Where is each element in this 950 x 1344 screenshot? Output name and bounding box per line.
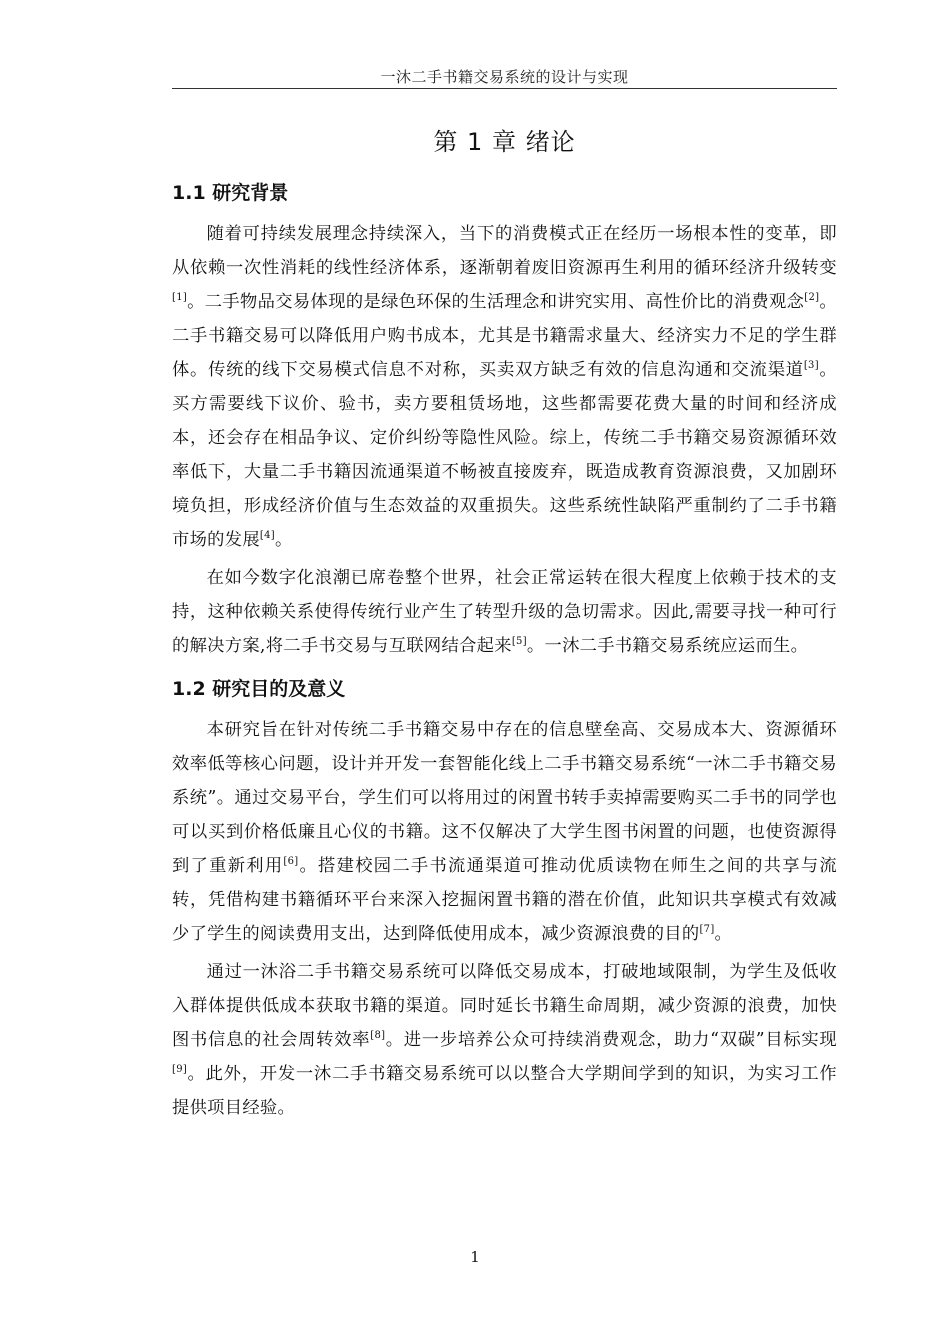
paragraph-text: 本研究旨在针对传统二手书籍交易中存在的信息壁垒高、交易成本大、资源循环效率低等核心问题，设计并开发一套智能化线上二手书籍交易系统“一沐二手书籍交易系统”。通过交易平台，学生们可以将用过的闲置书转手卖掉需要购买二手书的同学也可以买到价格低廉且心仪的书籍。这不仅解决了大学生图书闲置的问题，也使资源得到了重新利用: [172, 720, 837, 876]
paragraph: [172, 217, 837, 557]
paragraph-text: 。搭建校园二手书流通渠道可推动优质读物在师生之间的共享与流转，凭借构建书籍循环平台来深入挖掘闲置书籍的潜在价值，此知识共享模式有效减少了学生的阅读费用支出，达到降低使用成本，减少资源浪费的目的: [172, 856, 837, 944]
paragraph: [172, 561, 837, 663]
paragraph-text: 。买方需要线下议价、验书，卖方要租赁场地，这些都需要花费大量的时间和经济成本，还会存在相品争议、定价纠纷等隐性风险。综上，传统二手书籍交易资源循环效率低下，大量二手书籍因流通渠道不畅被直接废弃，既造成教育资源浪费，又加剧环境负担，形成经济价值与生态效益的双重损失。这些系统性缺陷严重制约了二手书籍市场的发展: [172, 360, 837, 550]
page-content: [172, 108, 837, 1129]
paragraph-text: 。: [714, 924, 733, 944]
paragraph-text: 在如今数字化浪潮已席卷整个世界，社会正常运转在很大程度上依赖于技术的支持，这种依赖关系使得传统行业产生了转型升级的急切需求。因此,需要寻找一种可行的解决方案,将二手书交易与互联网结合起来: [172, 568, 837, 656]
paragraph-text: 。二手书籍交易可以降低用户购书成本，尤其是书籍需求量大、经济实力不足的学生群体。传统的线下交易模式信息不对称，买卖双方缺乏有效的信息沟通和交流渠道: [172, 292, 837, 380]
citation-ref: [5]: [511, 636, 527, 648]
paragraph: [172, 713, 837, 951]
citation-ref: [3]: [803, 360, 819, 372]
paragraph-text: 通过一沐浴二手书籍交易系统可以降低交易成本，打破地域限制，为学生及低收入群体提供低成本获取书籍的渠道。同时延长书籍生命周期，减少资源的浪费，加快图书信息的社会周转效率: [172, 962, 837, 1050]
header-rule: [172, 88, 837, 89]
paragraph-text: 随着可持续发展理念持续深入，当下的消费模式正在经历一场根本性的变革，即从依赖一次性消耗的线性经济体系，逐渐朝着废旧资源再生利用的循环经济升级转变: [172, 224, 837, 278]
citation-ref: [4]: [259, 530, 275, 542]
citation-ref: [1]: [172, 292, 188, 304]
section-title: 1.2 研究目的及意义: [172, 678, 346, 700]
paragraph-text: 。一沐二手书籍交易系统应运而生。: [526, 636, 809, 656]
section-title: 1.1 研究背景: [172, 182, 289, 204]
citation-ref: [2]: [804, 292, 820, 304]
paragraph-text: 。进一步培养公众可持续消费观念，助力“双碳”目标实现: [385, 1030, 837, 1050]
chapter-title: 第 1 章 绪论: [433, 128, 576, 156]
citation-ref: [8]: [370, 1030, 386, 1042]
citation-ref: [6]: [283, 856, 299, 868]
paragraph-text: 。此外，开发一沐二手书籍交易系统可以以整合大学期间学到的知识，为实习工作提供项目经验。: [172, 1064, 837, 1118]
paragraph-text: 。: [275, 530, 293, 550]
citation-ref: [9]: [172, 1064, 188, 1076]
citation-ref: [7]: [699, 924, 715, 936]
running-header: 一沐二手书籍交易系统的设计与实现: [380, 68, 629, 86]
page-number: 1: [470, 1248, 480, 1266]
paragraph: [172, 955, 837, 1125]
paragraph-text: 。二手物品交易体现的是绿色环保的生活理念和讲究实用、高性价比的消费观念: [187, 292, 805, 312]
